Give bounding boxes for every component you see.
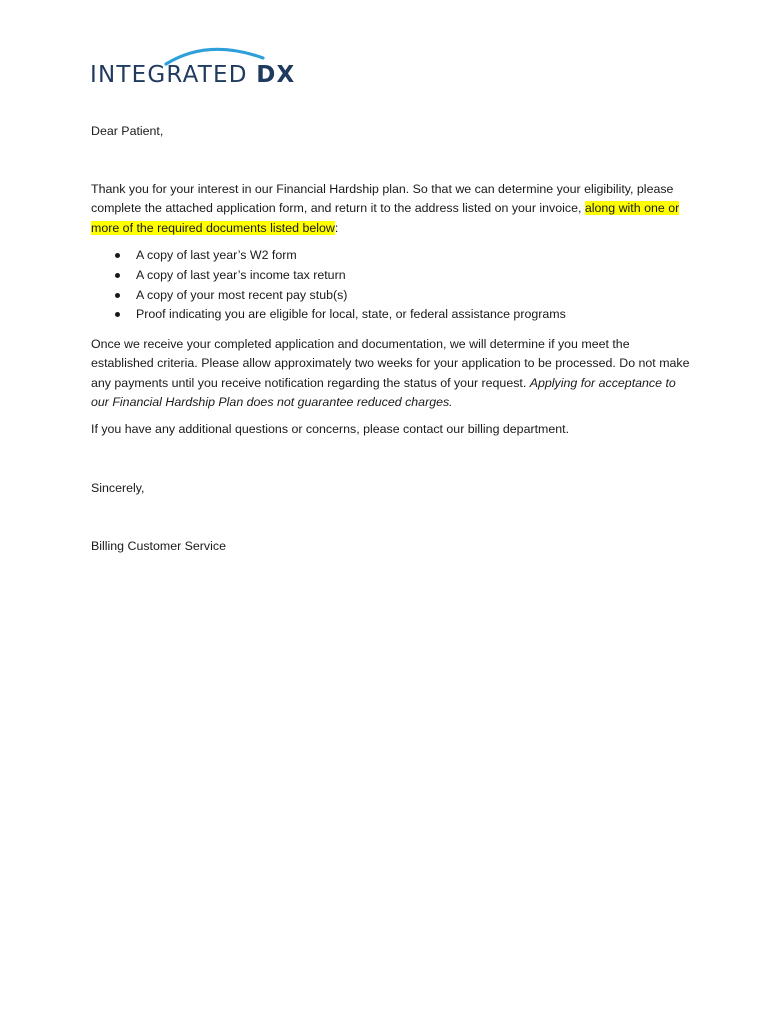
disclaimer-text: Applying for acceptance to our Financial Hardship Plan does not guarantee reduced charges.: [91, 375, 676, 409]
list-item: [91, 305, 691, 325]
bullet-icon: [115, 312, 120, 317]
bullet-icon: [115, 293, 120, 298]
list-item-text: Proof indicating you are eligible for local, state, or federal assistance programs: [136, 307, 566, 322]
logo-text-accent: DX: [256, 62, 296, 88]
contact-paragraph: If you have any additional questions or concerns, please contact our billing department.: [91, 422, 570, 436]
closing: Sincerely,: [91, 481, 145, 495]
processing-paragraph-text: Once we receive your completed application and documentation, we will determine if you meet the established criteria. Please allow approximately two weeks for your application to be processed. Do not make any payments until you receive notification regarding the status of your request.: [91, 337, 690, 390]
logo-wordmark: [90, 62, 295, 88]
intro-paragraph-suffix: :: [334, 220, 339, 235]
list-item-text: A copy of your most recent pay stub(s): [136, 287, 348, 302]
bullet-icon: [115, 273, 120, 278]
required-documents-list: [91, 246, 691, 325]
intro-paragraph-text: Thank you for your interest in our Financial Hardship plan. So that we can determine your eligibility, please complete the attached application form, and return it to the address listed on your invoice,: [91, 182, 674, 216]
list-item-text: A copy of last year’s income tax return: [136, 267, 346, 282]
signature: Billing Customer Service: [91, 539, 226, 553]
list-item: [91, 266, 691, 286]
logo-text-main: INTEGRATED: [90, 62, 248, 88]
highlighted-text: along with one or more of the required documents listed below: [91, 201, 680, 235]
list-item: [91, 286, 691, 306]
salutation: Dear Patient,: [91, 124, 164, 138]
company-logo: [88, 42, 298, 92]
processing-paragraph: [91, 335, 691, 412]
bullet-icon: [115, 253, 120, 258]
list-item-text: A copy of last year’s W2 form: [136, 248, 297, 262]
list-item: [91, 246, 691, 266]
intro-paragraph: [91, 180, 691, 238]
